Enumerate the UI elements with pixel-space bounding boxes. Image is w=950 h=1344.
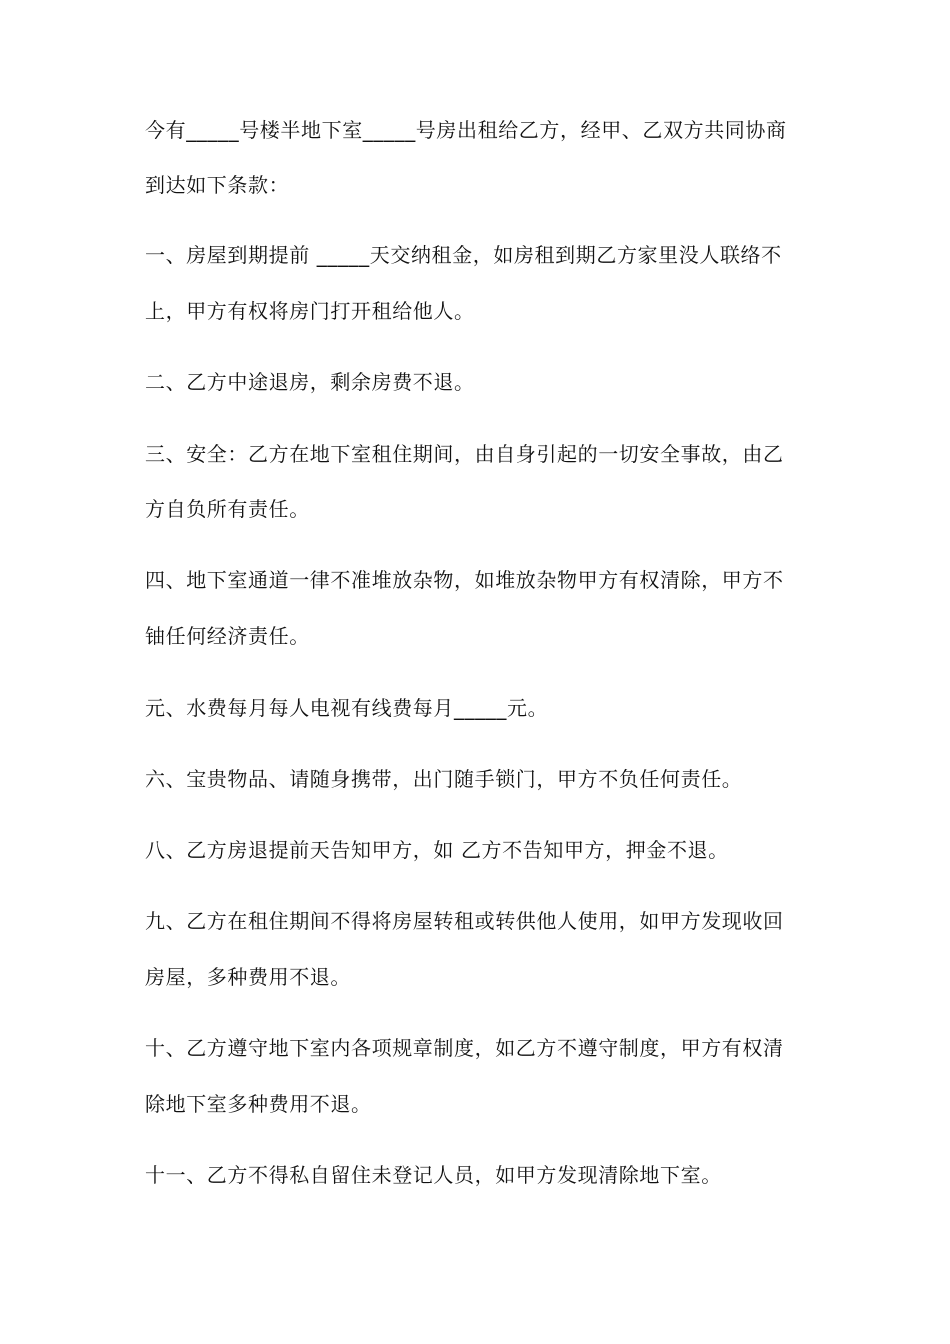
- clause-11-line: 十一、乙方不得私自留住未登记人员，如甲方发现清除地下室。: [145, 1163, 722, 1187]
- clause-1-line-2: 上，甲方有权将房门打开租给他人。: [145, 299, 475, 323]
- clause-2-line: 二、乙方中途退房，剩余房费不退。: [145, 370, 475, 394]
- clause-intro-line-1: 今有_____号楼半地下室_____号房出租给乙方，经甲、乙双方共同协商: [145, 118, 787, 142]
- clause-intro-line-2: 到达如下条款：: [145, 173, 290, 197]
- clause-6-line: 六、宝贵物品、请随身携带，出门随手锁门，甲方不负任何责任。: [145, 767, 743, 791]
- clause-10-line-1: 十、乙方遵守地下室内各项规章制度，如乙方不遵守制度，甲方有权清: [145, 1036, 784, 1060]
- clause-3-line-1: 三、安全：乙方在地下室租住期间，由自身引起的一切安全事故，由乙: [145, 442, 784, 466]
- clause-9-line-1: 九、乙方在租住期间不得将房屋转租或转供他人使用，如甲方发现收回: [145, 909, 784, 933]
- clause-3-line-2: 方自负所有责任。: [145, 497, 310, 521]
- clause-9-line-2: 房屋，多种费用不退。: [145, 965, 351, 989]
- clause-4-line-1: 四、地下室通道一律不准堆放杂物，如堆放杂物甲方有权清除，甲方不: [145, 568, 784, 592]
- clause-8-line: 八、乙方房退提前天告知甲方，如 乙方不告知甲方，押金不退。: [145, 838, 729, 862]
- clause-4-line-2: 铀任何经济责任。: [145, 624, 310, 648]
- clause-1-line-1: 一、房屋到期提前 _____天交纳租金，如房租到期乙方家里没人联络不: [145, 243, 782, 267]
- clause-5-line: 元、水费每月每人电视有线费每月_____元。: [145, 696, 549, 720]
- clause-10-line-2: 除地下室多种费用不退。: [145, 1092, 372, 1116]
